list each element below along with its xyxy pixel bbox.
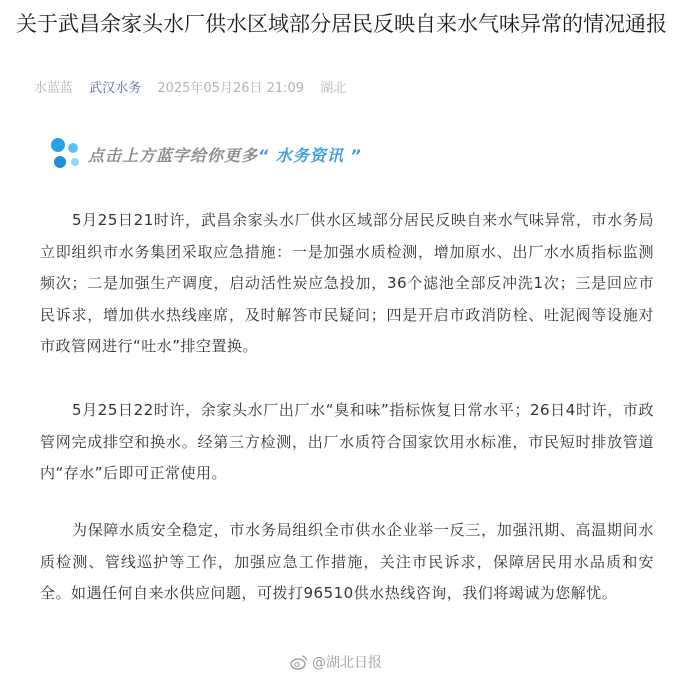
article-paragraph: 为保障水质安全稳定，市水务局组织全市供水企业举一反三，加强汛期、高温期间水质检测、管线巡护等工作，加强应急工作措施，关注市民诉求，保障居民用水品质和安全。如遇任何自来水供应问题，可拨打96510供水热线咨询，我们将竭诚为您解忧。: [40, 521, 654, 602]
article-paragraph: 5月25日22时许，余家头水厂出厂水“臭和味”指标恢复日常水平；26日4时许，市政管网完成排空和换水。经第三方检测，出厂水质符合国家饮用水标准，市民短时排放管道内“存水”后即可正常使用。: [40, 401, 654, 482]
article-title: 关于武昌余家头水厂供水区域部分居民反映自来水气味异常的情况通报: [16, 12, 667, 36]
publish-location: 湖北: [320, 81, 347, 96]
watermark: [290, 652, 382, 672]
account-name-link[interactable]: 武汉水务: [89, 81, 142, 96]
article-meta: [34, 77, 358, 96]
weibo-logo-icon: [290, 654, 308, 670]
banner-text-prefix: 点击上方蓝字给你更多: [88, 146, 259, 165]
follow-banner: [46, 133, 406, 173]
publish-datetime: 2025年05月26日 21:09: [157, 81, 305, 96]
author-name: 水蓝蓝: [34, 81, 74, 96]
banner-text-highlight: “ 水务资讯 ”: [258, 146, 362, 165]
article-paragraph: 5月25日21时许，武昌余家头水厂供水区域部分居民反映自来水气味异常，市水务局立即组织市水务集团采取应急措施：一是加强水质检测，增加原水、出厂水水质指标监测频次；二是加强生产调度，启动活性炭应急投加，36个滤池全部反冲洗1次；三是回应市民诉求，增加供水热线座席，及时解答市民疑问；四是开启市政消防栓、吐泥阀等设施对市政管网进行“吐水”排空置换。: [40, 211, 654, 355]
banner-text: [88, 143, 362, 166]
watermark-text: @湖北日报: [312, 655, 382, 671]
blue-dots-icon: [46, 133, 86, 173]
